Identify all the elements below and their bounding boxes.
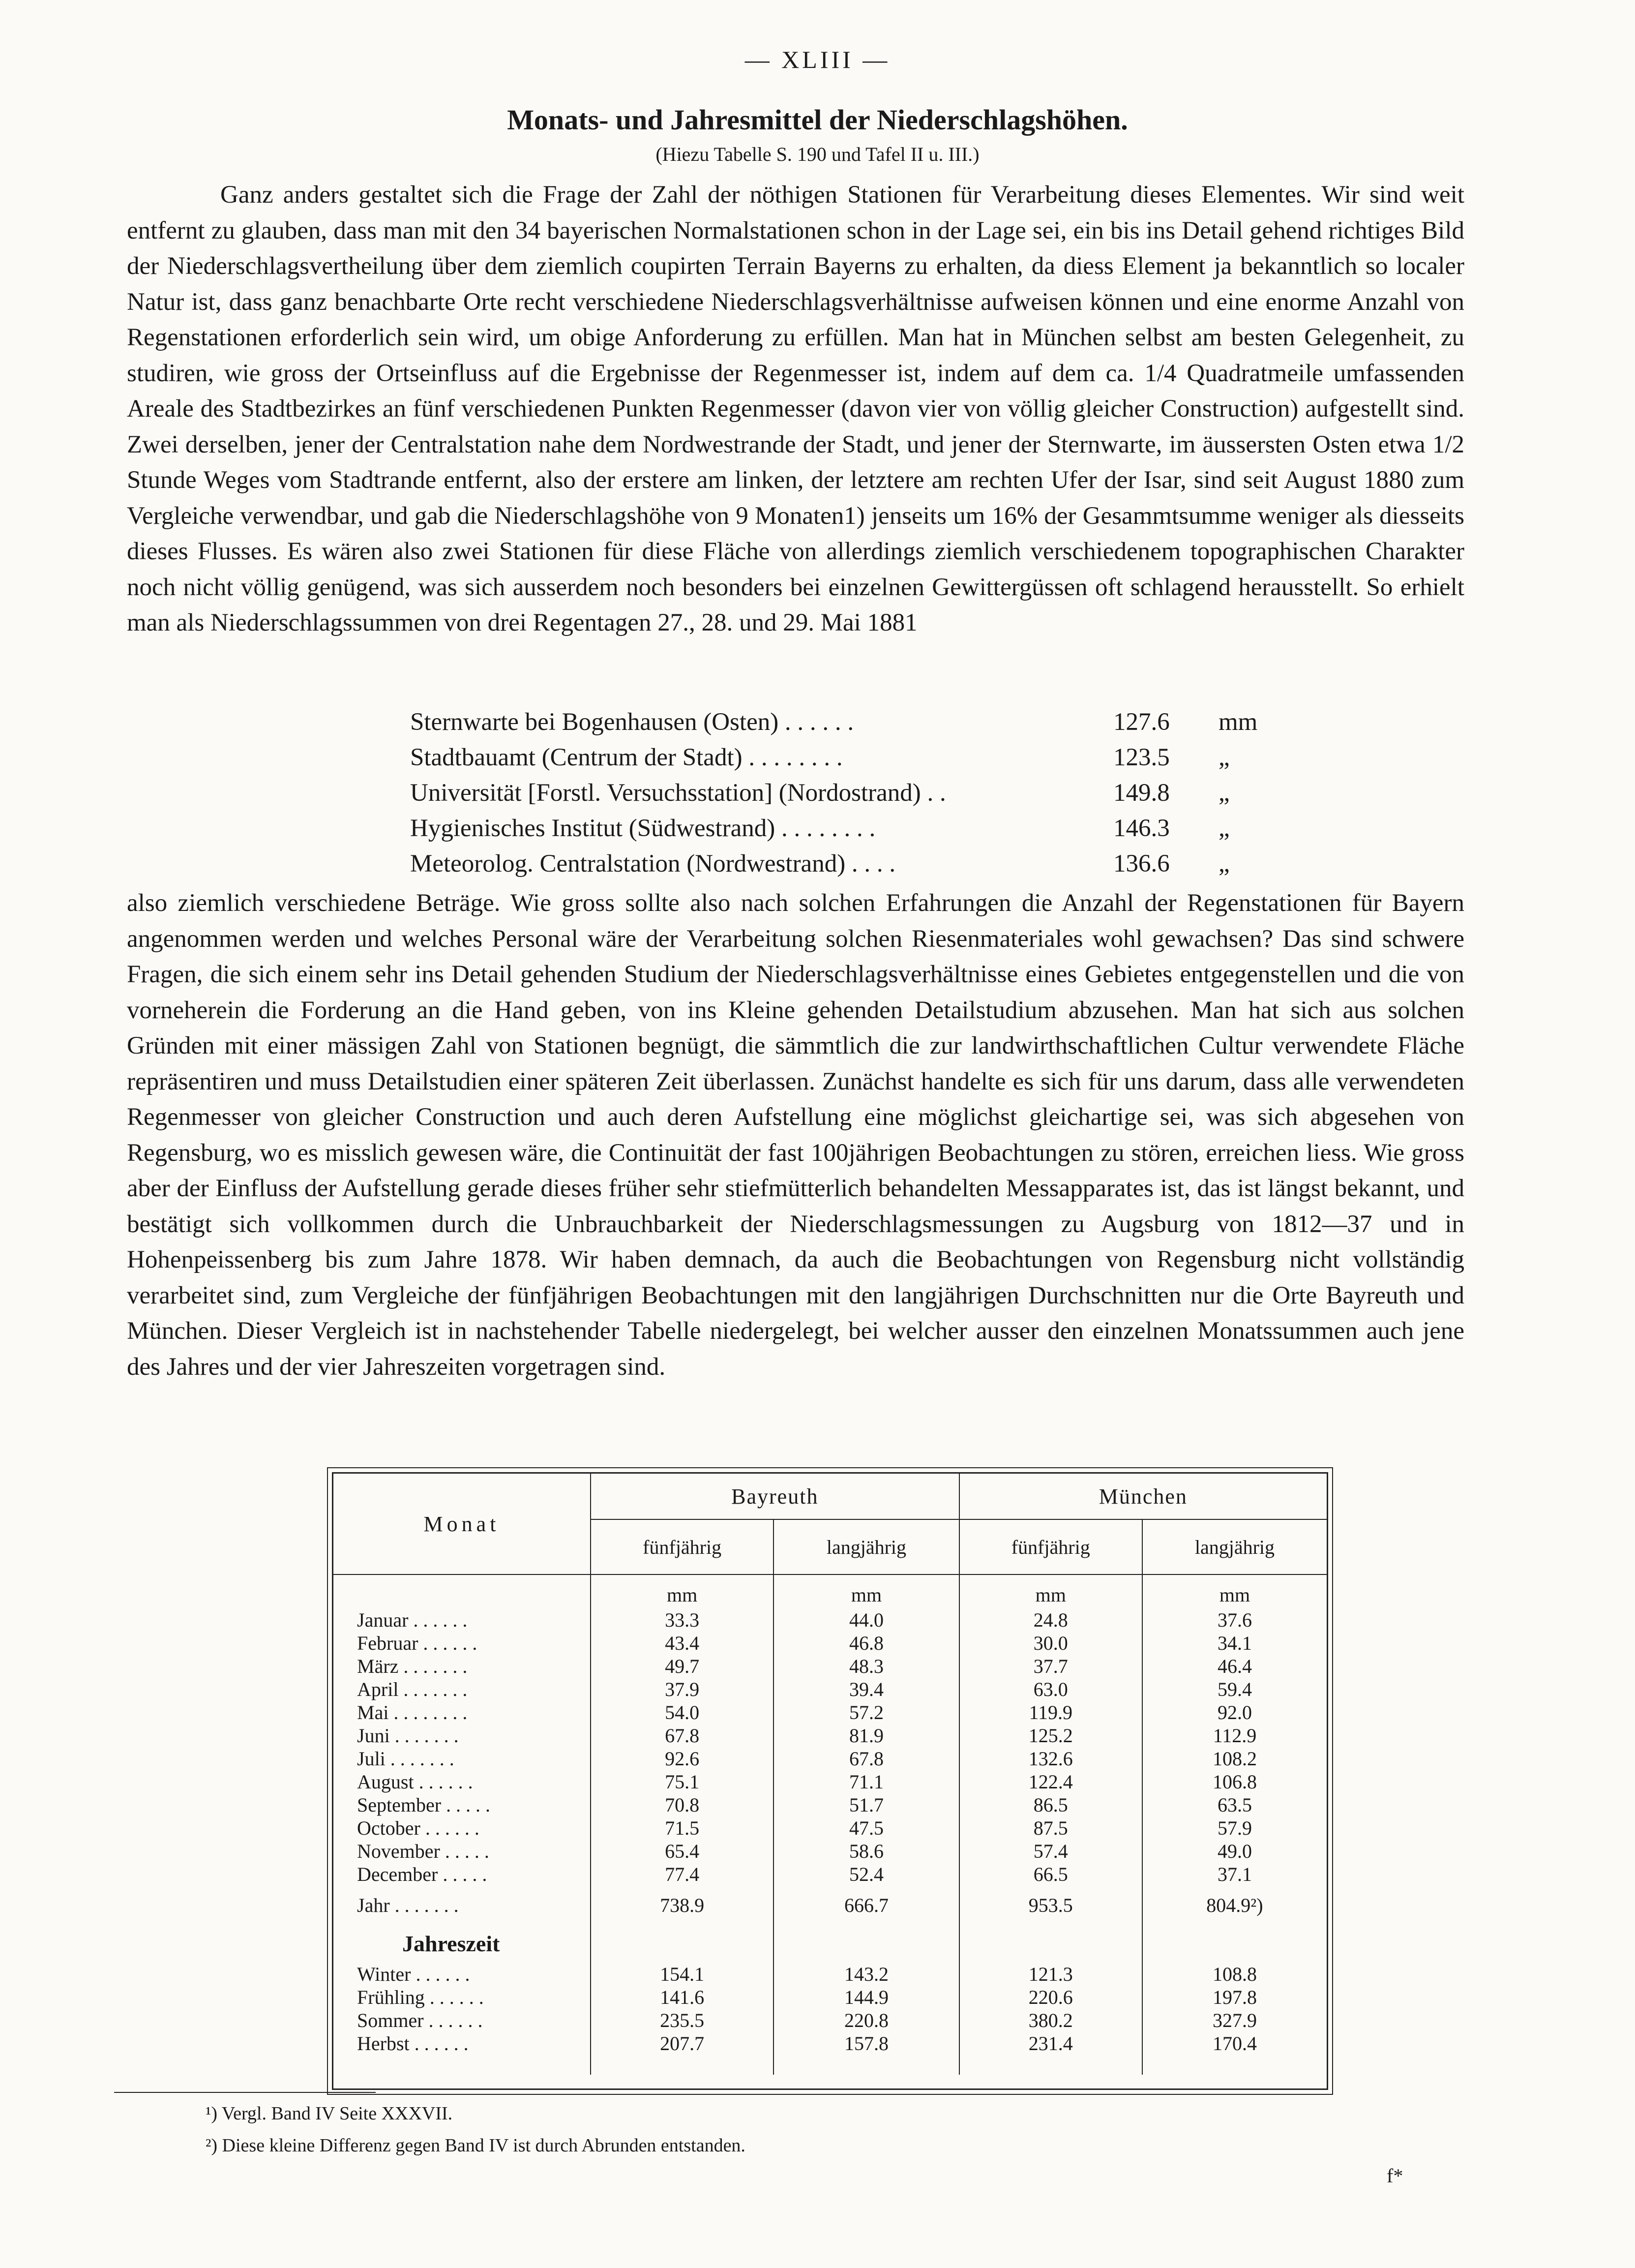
row-label: März . . . . . . .: [333, 1655, 591, 1678]
table-cell: 77.4: [591, 1863, 773, 1886]
footnote-2: ²) Diese kleine Differenz gegen Band IV ist durch Abrunden entstanden.: [206, 2135, 745, 2156]
row-label: Mai . . . . . . . .: [333, 1701, 591, 1724]
table-cell: 51.7: [773, 1793, 959, 1816]
table-cell: 66.5: [959, 1863, 1142, 1886]
row-label: Juni . . . . . . .: [333, 1724, 591, 1747]
row-label: August . . . . . .: [333, 1770, 591, 1793]
table-cell: 44.0: [773, 1608, 959, 1632]
row-label: [333, 2055, 591, 2075]
station-row: [410, 846, 1278, 881]
station-row: [410, 704, 1278, 740]
station-list: [410, 704, 1278, 881]
subheader-muenchen-five-year: fünfjährig: [959, 1519, 1142, 1574]
table-cell: 804.9²): [1206, 1894, 1263, 1916]
row-label: Jahr . . . . . . .: [333, 1886, 591, 1924]
table-cell: 170.4: [1212, 2032, 1257, 2055]
row-label: Sommer . . . . . .: [333, 2009, 591, 2032]
table-cell: 24.8: [959, 1608, 1142, 1632]
table-cell: 143.2: [773, 1963, 959, 1986]
table-cell: [591, 2055, 773, 2075]
table-cell: 47.5: [773, 1816, 959, 1840]
table-cell: 67.8: [773, 1747, 959, 1770]
station-value: 136.6: [1113, 850, 1170, 877]
table-row: [333, 1678, 1327, 1701]
station-value: 127.6: [1113, 708, 1170, 736]
table-cell: 43.4: [591, 1632, 773, 1655]
subheader-muenchen-long-term: langjährig: [1142, 1519, 1327, 1574]
station-unit: „: [1219, 815, 1230, 842]
table-cell: 220.8: [773, 2009, 959, 2032]
table-cell: 39.4: [773, 1678, 959, 1701]
padding-row: [333, 2055, 1327, 2075]
table-row: [333, 1770, 1327, 1793]
table-row: [333, 1963, 1327, 1986]
table-cell: 141.6: [591, 1986, 773, 2009]
table-row: [333, 1986, 1327, 2009]
table-cell: 132.6: [959, 1747, 1142, 1770]
table-cell: 207.7: [591, 2032, 773, 2055]
row-label: Herbst . . . . . .: [333, 2032, 591, 2055]
table-row: [333, 1608, 1327, 1632]
data-table: [333, 1474, 1327, 2075]
table-cell: [959, 2055, 1142, 2075]
table-cell: 49.7: [591, 1655, 773, 1678]
table-cell: 92.0: [1217, 1701, 1252, 1724]
station-unit: „: [1219, 850, 1230, 877]
table-cell: 86.5: [959, 1793, 1142, 1816]
row-label: October . . . . . .: [333, 1816, 591, 1840]
table-row: [333, 2009, 1327, 2032]
table-row: [333, 1747, 1327, 1770]
table-cell: 197.8: [1212, 1986, 1257, 2008]
table-cell: 231.4: [959, 2032, 1142, 2055]
table-cell: 65.4: [591, 1840, 773, 1863]
table-cell: 106.8: [1212, 1771, 1257, 1793]
station-value: 123.5: [1113, 744, 1170, 771]
paragraph-1: Ganz anders gestaltet sich die Frage der Zahl der nöthigen Stationen für Verarbeitung dieses Elementes. Wir sind weit entfernt zu glauben, dass man mit den 34 bayerischen Normalstationen schon in der Lage sei, ein bis ins Detail gehend richtiges Bild der Niederschlagsvertheilung über dem ziemlich coupirten Terrain Bayerns zu erhalten, da diess Element ja bekanntlich so localer Natur ist, dass ganz benachbarte Orte recht verschiedene Niederschlagsverhältnisse aufweisen können und eine enorme Anzahl von Regenstationen erforderlich sein wird, um obige Anforderung zu erfüllen. Man hat in München selbst am besten Gelegenheit, zu studiren, wie gross der Ortseinfluss auf die Ergebnisse der Regenmesser ist, indem auf dem ca. 1/4 Quadratmeile umfassenden Areale des Stadtbezirkes an fünf verschiedenen Punkten Regenmesser (davon vier von völlig gleicher Construction) aufgestellt sind. Zwei derselben, jener der Centralstation nahe dem Nordwestrande der Stadt, und jener der Sternwarte, im äussersten Osten etwa 1/2 Stunde Weges vom Stadtrande entfernt, also der erstere am linken, der letztere am rechten Ufer der Isar, sind seit August 1880 zum Vergleiche verwendbar, und gab die Niederschlagshöhe von 9 Monaten1) jenseits um 16% der Gesammtsumme weniger als diesseits dieses Flusses. Es wären also zwei Stationen für diese Fläche von allerdings ziemlich verschiedenem topographischen Charakter noch nicht völlig genügend, was sich ausserdem noch besonders bei einzelnen Gewittergüssen oft schlagend herausstellt. So erhielt man als Niederschlagssummen von drei Regentagen 27., 28. und 29. Mai 1881: [127, 181, 1464, 636]
row-label: Winter . . . . . .: [333, 1963, 591, 1986]
table-cell: [1142, 2055, 1327, 2075]
row-label: September . . . . .: [333, 1793, 591, 1816]
table-cell: 108.8: [1212, 1963, 1257, 1985]
station-row: [410, 775, 1278, 811]
table-cell: 666.7: [773, 1886, 959, 1924]
table-row: [333, 1655, 1327, 1678]
page-subtitle: (Hiezu Tabelle S. 190 und Tafel II u. III.): [655, 143, 980, 165]
table-cell: 125.2: [959, 1724, 1142, 1747]
row-label: Januar . . . . . .: [333, 1608, 591, 1632]
table-cell: 67.8: [591, 1724, 773, 1747]
station-row: [410, 811, 1278, 846]
column-header-month: Monat: [333, 1474, 591, 1574]
page-number: — XLIII —: [744, 46, 891, 73]
station-name: Universität [Forstl. Versuchsstation] (Nordostrand) . .: [410, 779, 946, 807]
row-label: [333, 1574, 591, 1608]
precipitation-table: [332, 1472, 1328, 2090]
table-cell: 71.1: [773, 1770, 959, 1793]
table-cell: 57.9: [1217, 1817, 1252, 1839]
station-name: Stadtbauamt (Centrum der Stadt) . . . . . . . .: [410, 744, 843, 771]
row-label: April . . . . . . .: [333, 1678, 591, 1701]
table-cell: 144.9: [773, 1986, 959, 2009]
table-cell: 70.8: [591, 1793, 773, 1816]
table-cell: 220.6: [959, 1986, 1142, 2009]
table-cell: 49.0: [1217, 1840, 1252, 1862]
station-value: 146.3: [1113, 815, 1170, 842]
table-cell: 81.9: [773, 1724, 959, 1747]
table-cell: 92.6: [591, 1747, 773, 1770]
table-cell: 327.9: [1212, 2009, 1257, 2031]
station-name: Meteorolog. Centralstation (Nordwestrand) . . . .: [410, 850, 896, 877]
table-cell: 71.5: [591, 1816, 773, 1840]
table-cell: [1142, 1924, 1327, 1963]
table-cell: [773, 2055, 959, 2075]
table-cell: 30.0: [959, 1632, 1142, 1655]
table-cell: 58.6: [773, 1840, 959, 1863]
table-cell: 108.2: [1212, 1748, 1257, 1770]
table-cell: 52.4: [773, 1863, 959, 1886]
table-body: [333, 1574, 1327, 2075]
table-row: [333, 1632, 1327, 1655]
section-title: Jahreszeit: [333, 1924, 591, 1963]
table-cell: 37.1: [1217, 1863, 1252, 1885]
table-row: [333, 1840, 1327, 1863]
table-cell: 112.9: [1213, 1724, 1257, 1747]
station-name: Hygienisches Institut (Südwestrand) . . . . . . . .: [410, 815, 876, 842]
year-row: [333, 1886, 1327, 1924]
table-cell: 37.6: [1217, 1609, 1252, 1631]
station-unit: mm: [1219, 708, 1258, 736]
table-cell: 46.4: [1217, 1655, 1252, 1677]
row-label: December . . . . .: [333, 1863, 591, 1886]
table-cell: 154.1: [591, 1963, 773, 1986]
footnote-1: ¹) Vergl. Band IV Seite XXXVII.: [206, 2103, 453, 2124]
table-cell: 121.3: [959, 1963, 1142, 1986]
table-cell: 157.8: [773, 2032, 959, 2055]
table-cell: [959, 1924, 1142, 1963]
table-cell: 75.1: [591, 1770, 773, 1793]
table-cell: 235.5: [591, 2009, 773, 2032]
table-cell: 738.9: [591, 1886, 773, 1924]
row-label: November . . . . .: [333, 1840, 591, 1863]
table-row: [333, 1816, 1327, 1840]
table-row: [333, 1793, 1327, 1816]
unit-cell: mm: [1219, 1583, 1250, 1606]
station-unit: „: [1219, 779, 1230, 807]
signature-mark: f*: [1387, 2165, 1403, 2187]
page-title: Monats- und Jahresmittel der Niederschlagshöhen.: [507, 104, 1128, 136]
station-row: [410, 740, 1278, 775]
unit-cell: mm: [959, 1574, 1142, 1608]
table-cell: 33.3: [591, 1608, 773, 1632]
column-header-bayreuth: Bayreuth: [591, 1474, 959, 1519]
station-name: Sternwarte bei Bogenhausen (Osten) . . . . . .: [410, 708, 854, 736]
table-cell: 87.5: [959, 1816, 1142, 1840]
paragraph-2: also ziemlich verschiedene Beträge. Wie gross sollte also nach solchen Erfahrungen die Anzahl der Regenstationen für Bayern angenommen werden und welches Personal wäre der Verarbeitung solchen Riesenmateriales wohl gewachsen? Das sind schwere Fragen, die sich einem sehr ins Detail gehenden Studium der Niederschlagsverhältnisse eines Gebietes entgegenstellen und die von vorneherein die Forderung an die Hand geben, von ins Kleine gehenden Detailstudium abzusehen. Man hat sich aus solchen Gründen mit einer mässigen Zahl von Stationen begnügt, die sämmtlich die zur landwirthschaftlichen Cultur verwendete Fläche repräsentiren und muss Detailstudien einer späteren Zeit überlassen. Zunächst handelte es sich für uns darum, dass alle verwendeten Regenmesser von gleicher Construction und auch deren Aufstellung eine möglichst gleichartige sei, was sich abgesehen von Regensburg, wo es misslich gewesen wäre, die Continuität der fast 100jährigen Beobachtungen zu stören, erreichen liess. Wie gross aber der Einfluss der Aufstellung gerade dieses früher sehr stiefmütterlich behandelten Messapparates ist, das ist längst bekannt, und bestätigt sich vollkommen durch die Unbrauchbarkeit der Niederschlagsmessungen zu Augsburg von 1812—37 und in Hohenpeissenberg bis zum Jahre 1878. Wir haben demnach, da auch die Beobachtungen von Regensburg nicht vollständig verarbeitet sind, zum Vergleiche der fünfjährigen Beobachtungen mit den langjährigen Durchschnitten nur die Orte Bayreuth und München. Dieser Vergleich ist in nachstehender Tabelle niedergelegt, bei welcher ausser den einzelnen Monatssummen auch jene des Jahres und der vier Jahreszeiten vorgetragen sind.: [127, 889, 1464, 1381]
table-cell: [773, 1924, 959, 1963]
row-label: Frühling . . . . . .: [333, 1986, 591, 2009]
subheader-bayreuth-long-term: langjährig: [773, 1519, 959, 1574]
table-cell: 37.9: [591, 1678, 773, 1701]
table-cell: 46.8: [773, 1632, 959, 1655]
units-row: [333, 1574, 1327, 1608]
table-cell: [591, 1924, 773, 1963]
station-unit: „: [1219, 744, 1230, 771]
table-row: [333, 1863, 1327, 1886]
table-cell: 57.2: [773, 1701, 959, 1724]
table-cell: 380.2: [959, 2009, 1142, 2032]
table-row: [333, 1724, 1327, 1747]
table-row: [333, 2032, 1327, 2055]
table-cell: 953.5: [959, 1886, 1142, 1924]
unit-cell: mm: [773, 1574, 959, 1608]
unit-cell: mm: [591, 1574, 773, 1608]
footnote-divider: [114, 2092, 376, 2093]
table-cell: 63.0: [959, 1678, 1142, 1701]
table-cell: 48.3: [773, 1655, 959, 1678]
table-cell: 54.0: [591, 1701, 773, 1724]
table-cell: 122.4: [959, 1770, 1142, 1793]
section-row: [333, 1924, 1327, 1963]
table-cell: 63.5: [1217, 1794, 1252, 1816]
table-cell: 119.9: [959, 1701, 1142, 1724]
column-header-muenchen: München: [959, 1474, 1327, 1519]
row-label: Juli . . . . . . .: [333, 1747, 591, 1770]
table-cell: 34.1: [1217, 1632, 1252, 1654]
table-cell: 37.7: [959, 1655, 1142, 1678]
row-label: Februar . . . . . .: [333, 1632, 591, 1655]
station-value: 149.8: [1113, 779, 1170, 807]
subheader-bayreuth-five-year: fünfjährig: [591, 1519, 773, 1574]
table-cell: 57.4: [959, 1840, 1142, 1863]
table-row: [333, 1701, 1327, 1724]
table-cell: 59.4: [1217, 1678, 1252, 1700]
